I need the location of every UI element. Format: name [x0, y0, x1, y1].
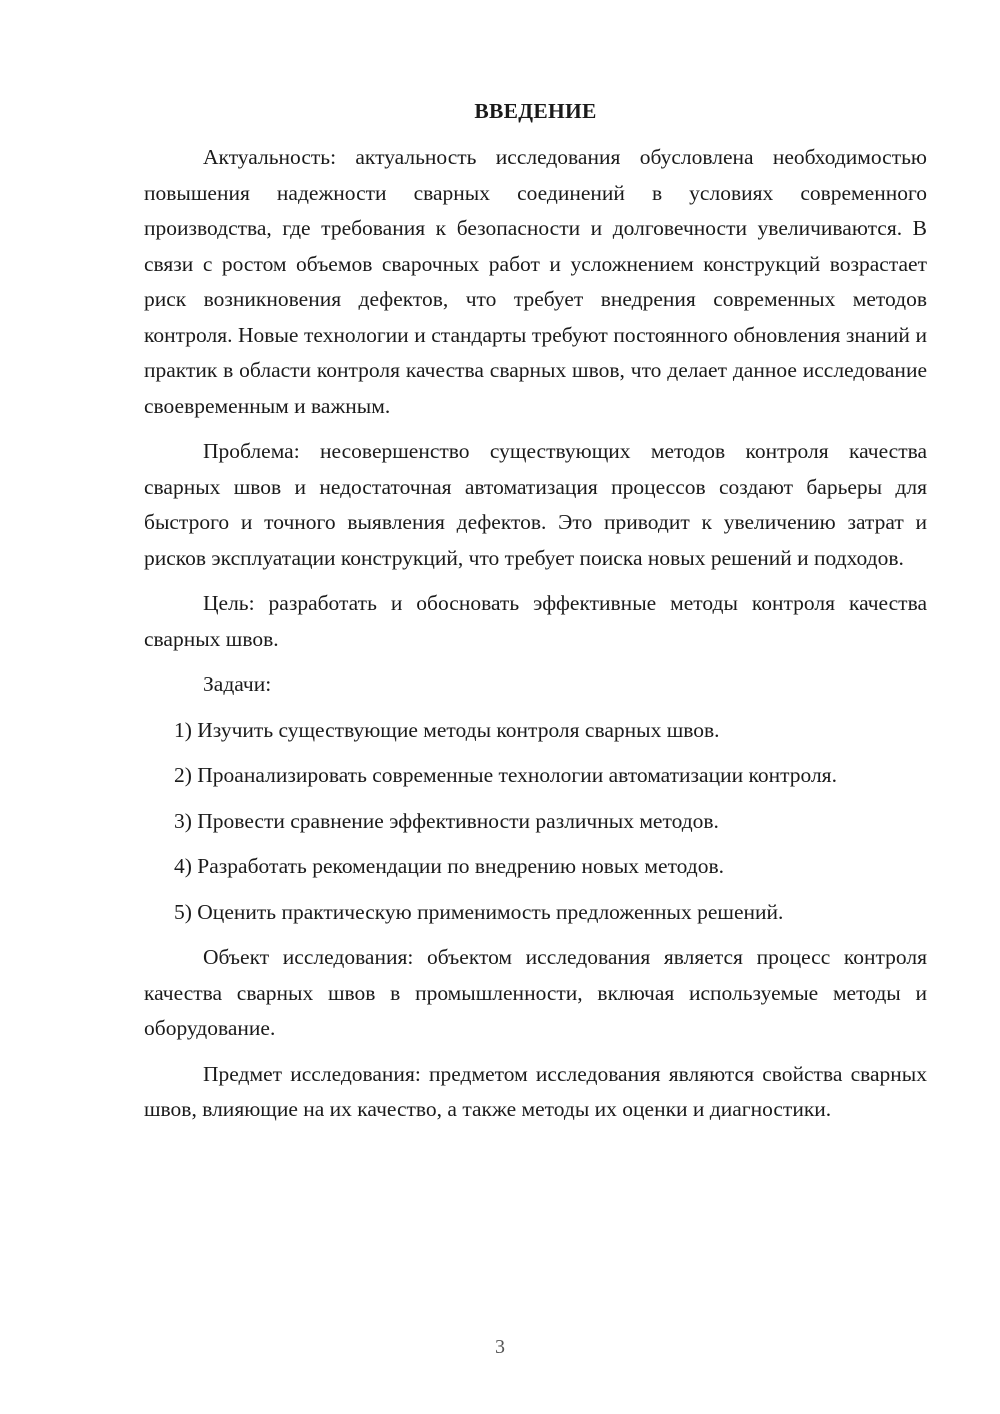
document-body: [144, 96, 927, 1138]
task-item-2: 2) Проанализировать современные технологии автоматизации контроля.: [174, 763, 837, 787]
paragraph-object: Объект исследования: объектом исследования является процесс контроля качества сварных швов в промышленности, включая используемые методы и оборудование.: [144, 945, 927, 1040]
paragraph-problem: Проблема: несовершенство существующих методов контроля качества сварных швов и недостаточная автоматизация процессов создают барьеры для быстрого и точного выявления дефектов. Это приводит к увеличению затрат и рисков эксплуатации конструкций, что требует поиска новых решений и подходов.: [144, 439, 927, 570]
task-item-3: 3) Провести сравнение эффективности различных методов.: [174, 808, 719, 833]
task-item-4: 4) Разработать рекомендации по внедрению новых методов.: [174, 854, 725, 878]
section-title: ВВЕДЕНИЕ: [474, 99, 597, 123]
paragraph-subject: Предмет исследования: предметом исследования являются свойства сварных швов, влияющие на их качество, а также методы их оценки и диагностики.: [144, 1061, 927, 1121]
paragraph-goal: Цель: разработать и обосновать эффективные методы контроля качества сварных швов.: [144, 591, 927, 651]
paragraph-relevance: Актуальность: актуальность исследования обусловлена необходимостью повышения надежности сварных соединений в условиях современного производства, где требования к безопасности и долговечности увеличиваются. В связи с ростом объемов сварочных работ и усложнением конструкций возрастает риск возникновения дефектов, что требует внедрения современных методов контроля. Новые технологии и стандарты требуют постоянного обновления знаний и практик в области контроля качества сварных швов, что делает данное исследование своевременным и важным.: [144, 145, 927, 418]
paragraph-tasks-heading: Задачи:: [203, 672, 272, 696]
task-item-5: 5) Оценить практическую применимость предложенных решений.: [174, 899, 784, 924]
task-item-1: 1) Изучить существующие методы контроля сварных швов.: [174, 717, 720, 742]
page-number: 3: [495, 1336, 505, 1358]
